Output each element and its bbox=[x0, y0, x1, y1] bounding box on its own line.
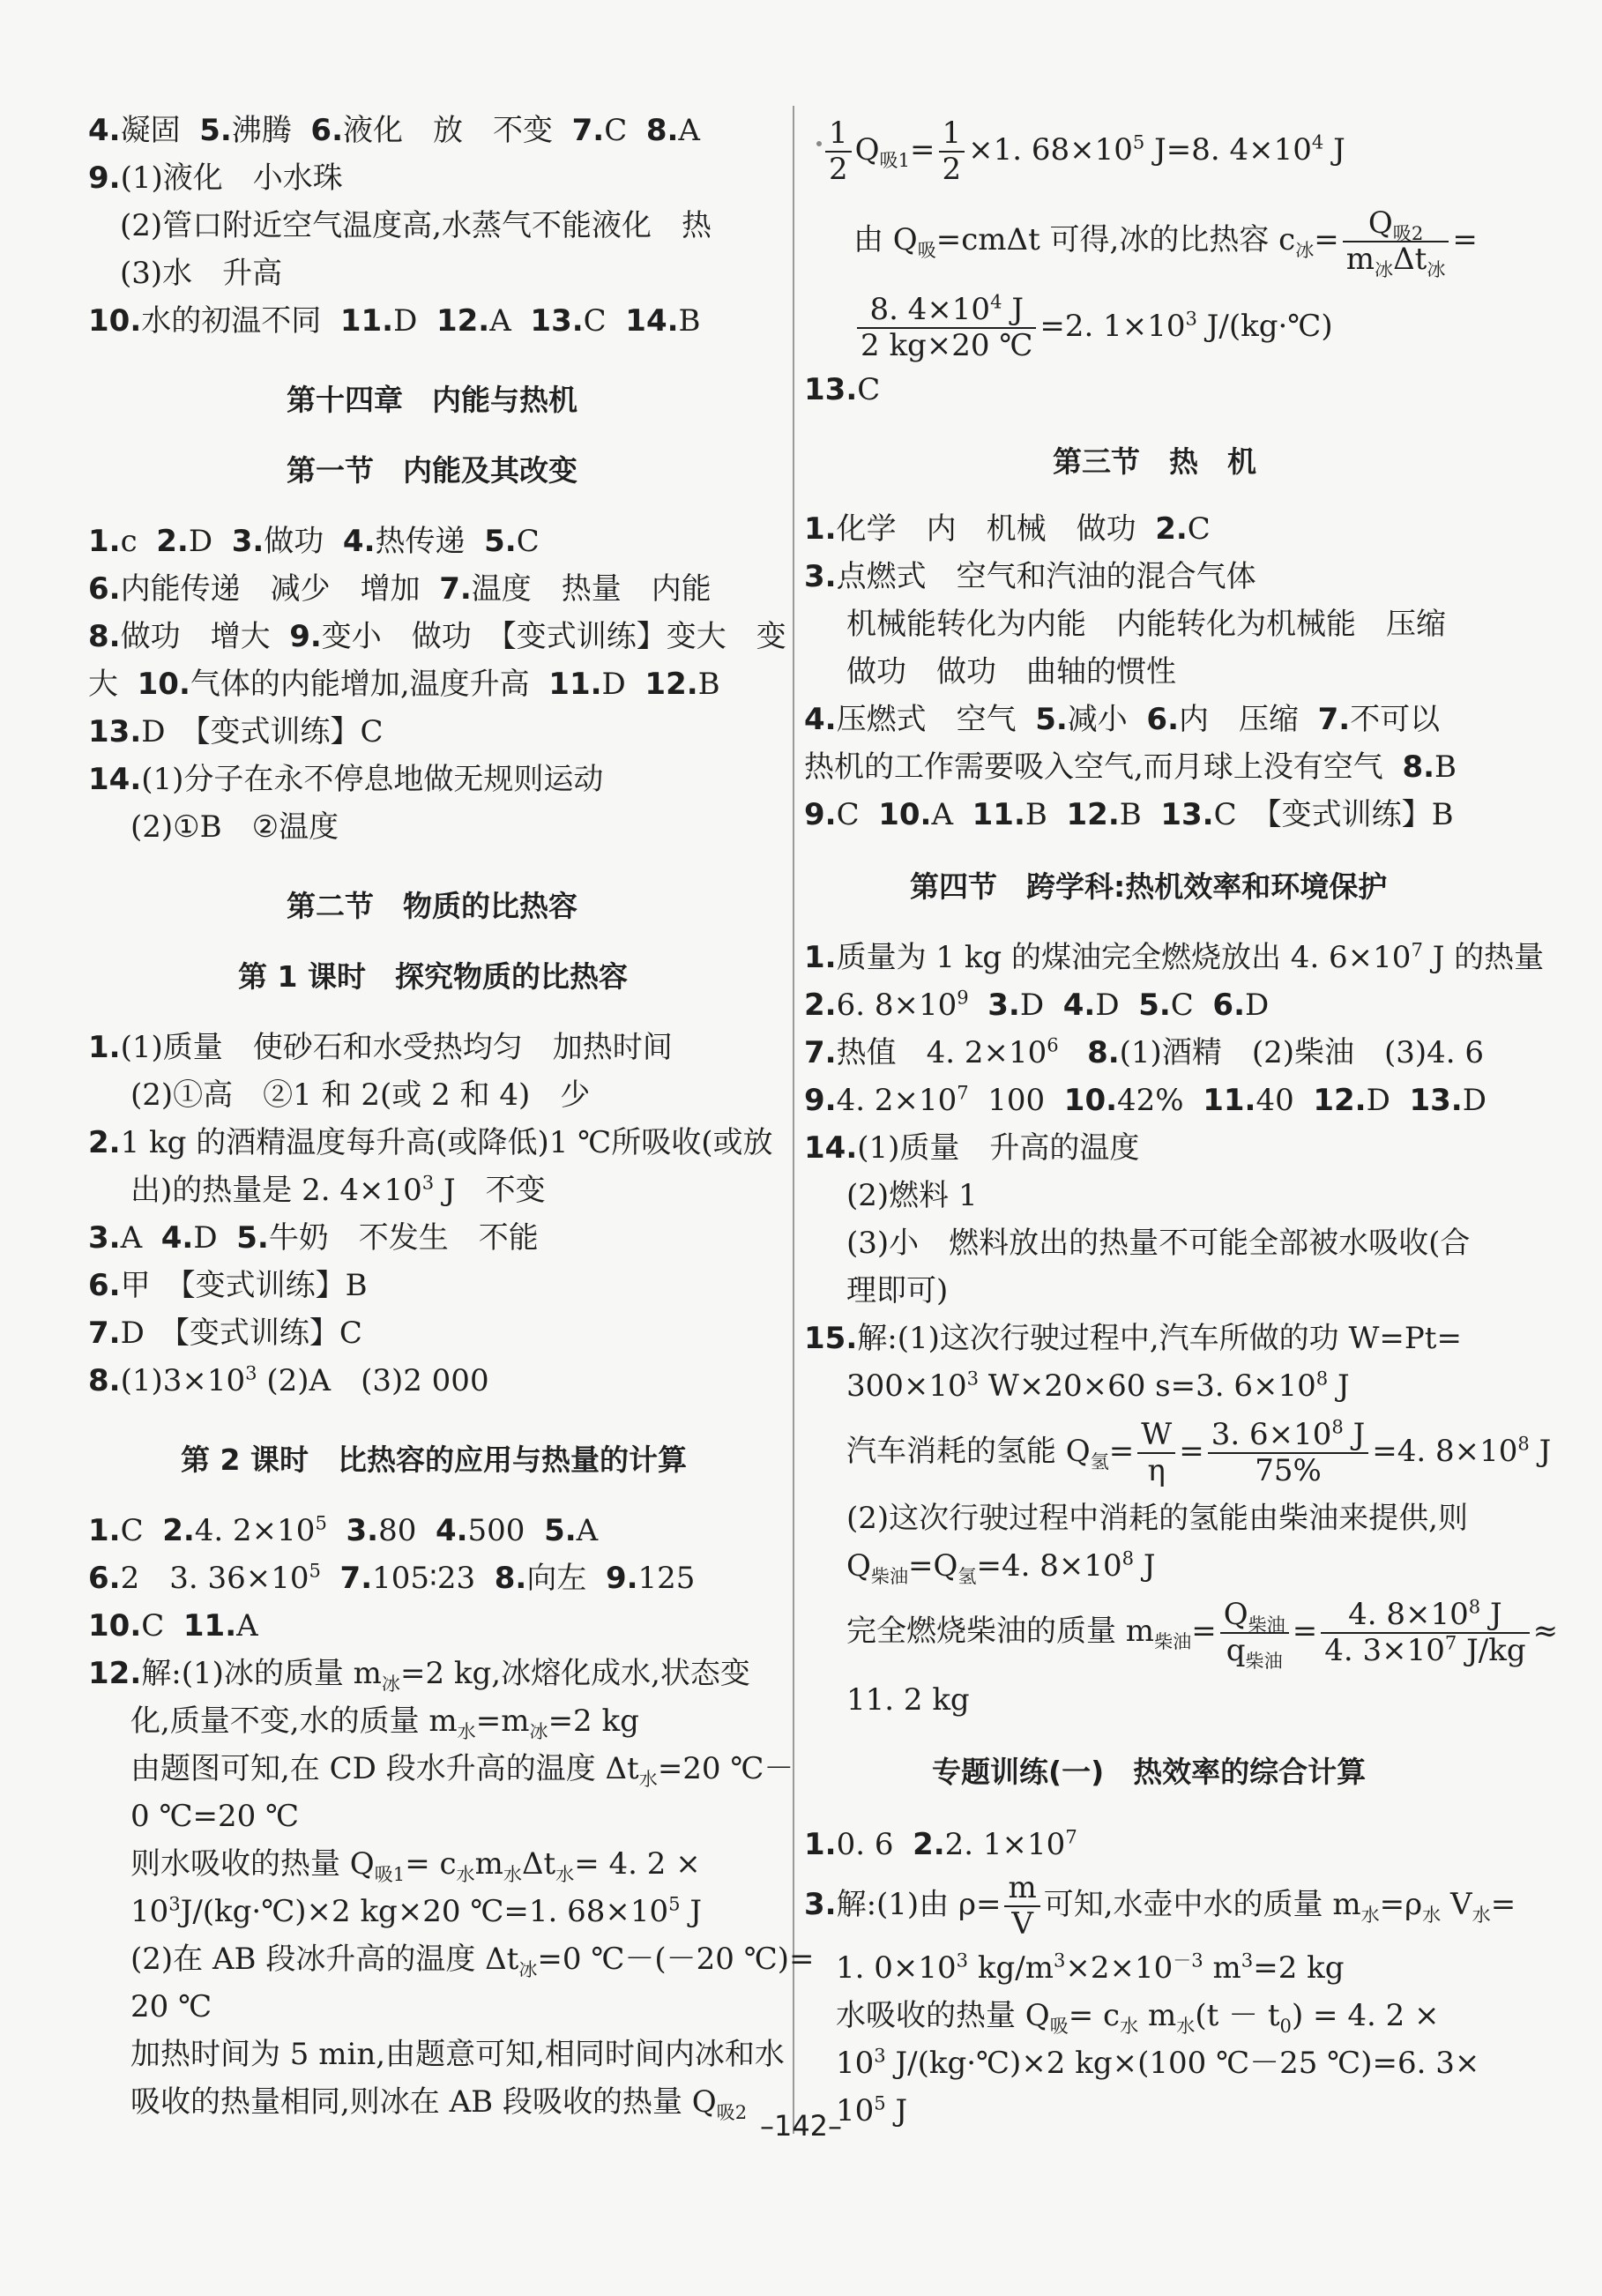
solution-line: 由 $Q_吸=cm\Delta t$ 可得,冰的比热容 $c_冰=$ $\frac{Q_{吸2}}{m_冰\Delta t_冰}$ = bbox=[853, 205, 1478, 280]
answer-line: 1.c 2.D 3.做功 4.热传递 5.C bbox=[88, 524, 540, 559]
answer-line: (2)燃料 1 bbox=[846, 1178, 978, 1213]
fraction: $\frac{m}{V}$ bbox=[1004, 1871, 1039, 1942]
section-heading: 第三节 热 机 bbox=[1053, 444, 1256, 479]
fraction: $\frac{3. 6\times 10^8 J}{75\%}$ bbox=[1208, 1418, 1369, 1488]
solution-line: $\frac{8. 4\times 10^4 J}{2 kg\times 20 ℃}$ =2. $1\times 10^3$ J/(kg·℃) bbox=[853, 289, 1333, 363]
answer-line: 10.C 11.A bbox=[88, 1608, 258, 1644]
answer-line: 3.点燃式 空气和汽油的混合气体 bbox=[804, 559, 1256, 594]
answer-line: 7.D 【变式训练】C bbox=[88, 1316, 362, 1351]
section-heading: 第二节 物质的比热容 bbox=[287, 889, 577, 923]
solution-line: 则水吸收的热量 $Q_{吸1}= c_水m_水\Delta t_水= 4$. 2 × bbox=[130, 1846, 701, 1885]
solution-line: 0 ℃=20 ℃ bbox=[130, 1799, 300, 1834]
solution-line: 20 ℃ bbox=[130, 1989, 212, 2024]
answer-line: 做功 做功 曲轴的惯性 bbox=[846, 654, 1176, 690]
lesson-heading: 第 1 课时 探究物质的比热容 bbox=[238, 959, 628, 994]
answer-line: (2)管口附近空气温度高,水蒸气不能液化 热 bbox=[120, 208, 712, 243]
answer-line: 9.4. $2\times 10^7$ 100 10.42% 11.40 12.D 13.D bbox=[804, 1081, 1487, 1118]
answer-line: 6.2 3. $36\times 10^5$ 7.105∶23 8.向左 9.125 bbox=[88, 1559, 696, 1596]
answer-line: 1.C 2.4. $2\times 10^5$ 3.80 4.500 5.A bbox=[88, 1511, 599, 1548]
page-number: –142– bbox=[759, 2109, 843, 2143]
answer-line: 出)的热量是 2. $4\times 10^3$ J 不变 bbox=[130, 1171, 546, 1208]
solution-line: 加热时间为 5 min,由题意可知,相同时间内冰和水 bbox=[130, 2037, 785, 2072]
solution-line: $10^3J/(kg\cdot℃)\times 2$ kg×20 ℃=1. $68\times 10^5$ J bbox=[130, 1892, 703, 1929]
answer-line: 1.质量为 1 kg 的煤油完全燃烧放出 4. $6\times 10^7$ J 的热量 bbox=[804, 938, 1545, 975]
answer-line: 3.A 4.D 5.牛奶 不发生 不能 bbox=[88, 1220, 539, 1256]
fraction: $\frac{4. 8\times 10^8 J}{4. 3\times 10^7 J/kg}$ bbox=[1321, 1598, 1529, 1668]
answer-line: 14.(1)分子在永不停息地做无规则运动 bbox=[88, 762, 604, 797]
solution-line: 水吸收的热量 $Q_吸= c_水$ $m_水(t - t_0) = 4$. 2 × bbox=[836, 1998, 1440, 2037]
section-heading: 第一节 内能及其改变 bbox=[287, 453, 577, 488]
solution-line: (2)这次行驶过程中消耗的氢能由柴油来提供,则 bbox=[846, 1501, 1468, 1536]
answer-line: $8.(1)3\times 10^3$ (2)A (3)2 000 bbox=[88, 1361, 489, 1398]
answer-line: 热机的工作需要吸入空气,而月球上没有空气 8.B bbox=[804, 749, 1457, 785]
solution-line: $\frac{1}{2}$ $Q_{吸1}=$ $\frac{1}{2}$ ×1. $68\times 10^5$ J=8. $4\times 10^4$ J bbox=[822, 115, 1345, 187]
answer-line: 1.化学 内 机械 做功 2.C bbox=[804, 511, 1211, 547]
solution-line: 15.解:(1)这次行驶过程中,汽车所做的功 W=Pt= bbox=[804, 1321, 1462, 1356]
section-heading: 专题训练(一) 热效率的综合计算 bbox=[932, 1755, 1367, 1789]
answer-line: 9.C 10.A 11.B 12.B 13.C 【变式训练】B bbox=[804, 797, 1454, 832]
solution-line: $300\times 10^3$ W×20×60 s=3. $6\times 10^8$ J bbox=[846, 1367, 1350, 1404]
answer-line: (3)水 升高 bbox=[120, 256, 283, 291]
solution-line: 1. $0\times 10^3$ $kg/m^3\times 2\times 10^{-3}$ $m^3=2$ kg bbox=[836, 1949, 1345, 1986]
solution-line: $Q_{柴油}=Q_氢=4$. $8\times 10^8$ J bbox=[846, 1547, 1156, 1587]
solution-line: $10^5$ J bbox=[836, 2091, 908, 2128]
answer-line: 13.D 【变式训练】C bbox=[88, 714, 384, 749]
solution-line: 3.解:(1)由 ρ= $\frac{m}{V}$ 可知,水壶中水的质量 $m_水=\rho_水$ $V_水=$ bbox=[804, 1869, 1516, 1942]
answer-line: 4.压燃式 空气 5.减小 6.内 压缩 7.不可以 bbox=[804, 702, 1441, 737]
answer-line: (2)①高 ②1 和 2(或 2 和 4) 少 bbox=[130, 1077, 591, 1113]
answer-line: 6.甲 【变式训练】B bbox=[88, 1268, 368, 1303]
solution-line: 由题图可知,在 CD 段水升高的温度 $\Delta t_水=20$ ℃－ bbox=[130, 1751, 794, 1790]
solution-line: 吸收的热量相同,则冰在 AB 段吸收的热量 $Q_{吸2}$ bbox=[130, 2084, 748, 2123]
fraction: $\frac{W}{\eta}$ bbox=[1137, 1418, 1175, 1488]
fraction: $\frac{Q_{柴油}}{q_{柴油}}$ bbox=[1220, 1598, 1289, 1668]
fraction: $\frac{1}{2}$ bbox=[825, 116, 852, 187]
answer-line: 7.热值 4. $2\times 10^6$ 8.(1)酒精 (2)柴油 (3)4. 6 bbox=[804, 1033, 1485, 1070]
answer-line: 10.水的初温不同 11.D 12.A 13.C 14.B bbox=[88, 303, 701, 339]
answer-line: 9.(1)液化 小水珠 bbox=[88, 160, 343, 196]
answer-line: 1.0. 6 2.2. $1\times 10^7$ bbox=[804, 1825, 1077, 1862]
answer-line: 2.1 kg 的酒精温度每升高(或降低)1 ℃所吸收(或放 bbox=[88, 1125, 773, 1160]
lesson-heading: 第 2 课时 比热容的应用与热量的计算 bbox=[181, 1442, 687, 1477]
solution-line: 完全燃烧柴油的质量 $m_{柴油}=$ $\frac{Q_{柴油}}{q_{柴油}}$ = $\frac{4. 8\times 10^8 J}{4. 3\times 10^7 J/kg}$ ≈ bbox=[846, 1595, 1559, 1672]
answer-line: 6.内能传递 减少 增加 7.温度 热量 内能 bbox=[88, 571, 712, 607]
solution-line: 12.解:(1)冰的质量 $m_冰=2$ kg,冰熔化成水,状态变 bbox=[88, 1656, 750, 1695]
section-heading: 第四节 跨学科:热机效率和环境保护 bbox=[910, 869, 1388, 904]
solution-line: 汽车消耗的氢能 $Q_氢=$ $\frac{W}{\eta}$ = $\frac{3. 6\times 10^8 J}{75\%}$ =4. $8\times 10^8$ J bbox=[846, 1415, 1552, 1488]
answer-line: 2.6. $8\times 10^9$ 3.D 4.D 5.C 6.D bbox=[804, 986, 1270, 1023]
answer-line: 1.(1)质量 使砂石和水受热均匀 加热时间 bbox=[88, 1030, 673, 1065]
answer-line: 机械能转化为内能 内能转化为机械能 压缩 bbox=[846, 607, 1446, 642]
column-divider bbox=[793, 106, 794, 2134]
answer-line: 4.凝固 5.沸腾 6.液化 放 不变 7.C 8.A bbox=[88, 113, 700, 148]
answer-line: 13.C bbox=[804, 372, 881, 407]
solution-line: (2)在 AB 段冰升高的温度 $\Delta t_冰=0$ ℃－(－20 ℃)= bbox=[130, 1942, 815, 1980]
answer-line: 14.(1)质量 升高的温度 bbox=[804, 1130, 1140, 1166]
chapter-heading: 第十四章 内能与热机 bbox=[287, 383, 577, 417]
answer-line: (2)①B ②温度 bbox=[130, 809, 339, 845]
fraction: $\frac{Q_{吸2}}{m_冰\Delta t_冰}$ bbox=[1343, 206, 1449, 277]
solution-line: 化,质量不变,水的质量 $m_水=m_冰=2$ kg bbox=[130, 1703, 639, 1742]
fraction: $\frac{1}{2}$ bbox=[939, 116, 965, 187]
fraction: $\frac{8. 4\times 10^4 J}{2 kg\times 20 ℃}$ bbox=[857, 293, 1036, 363]
answer-line: (3)小 燃料放出的热量不可能全部被水吸收(合 bbox=[846, 1226, 1471, 1261]
answer-line: 理即可) bbox=[846, 1273, 949, 1308]
solution-line: 11. 2 kg bbox=[846, 1682, 970, 1718]
answer-line: 8.做功 增大 9.变小 做功 【变式训练】变大 变 bbox=[88, 619, 786, 654]
answer-line: 大 10.气体的内能增加,温度升高 11.D 12.B bbox=[88, 667, 720, 702]
solution-line: $10^3$ J/(kg·℃)×2 kg×(100 ℃－25 ℃)=6. 3× bbox=[836, 2044, 1480, 2081]
